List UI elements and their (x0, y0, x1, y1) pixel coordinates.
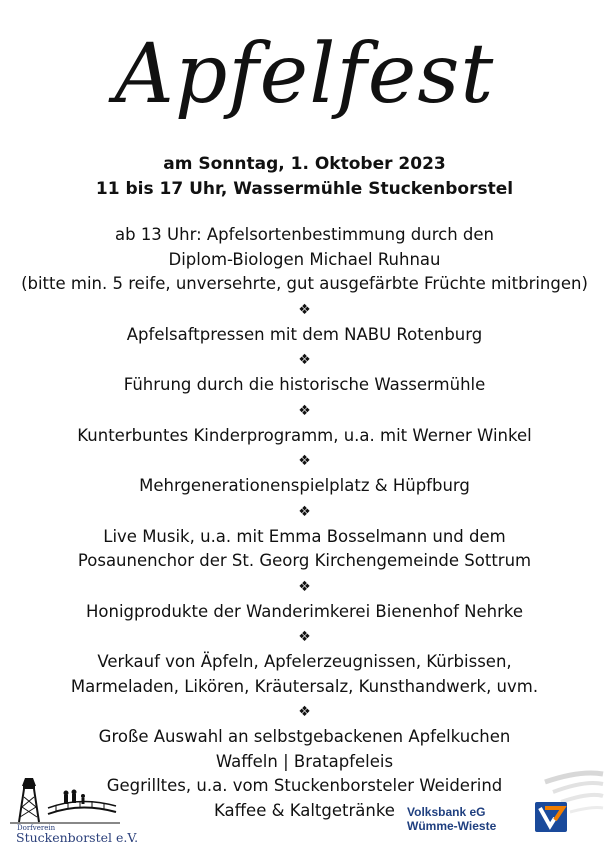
program-line: Live Musik, u.a. mit Emma Bosselmann und dem (103, 526, 506, 546)
program-line: Marmeladen, Likören, Kräutersalz, Kunsthandwerk, uvm. (70, 676, 539, 696)
event-date: am Sonntag, 1. Oktober 2023 (163, 154, 446, 174)
program-list (0, 223, 609, 823)
dorfverein-label: Dorfverein (17, 824, 56, 832)
program-line: (bitte min. 5 reife, unversehrte, gut ausgefärbte Früchte mitbringen) (21, 274, 588, 293)
tower-bridge-icon (8, 772, 123, 828)
program-line: Honigprodukte der Wanderimkerei Bienenhof Nehrke (85, 601, 523, 621)
dorfverein-name: Stuckenborstel e.V. (16, 830, 139, 845)
program-line: Führung durch die historische Wassermühle (123, 375, 486, 394)
program-line: Große Auswahl an selbstgebackenen Apfelkuchen (98, 727, 511, 746)
program-line: Mehrgenerationenspielplatz & Hüpfburg (139, 476, 470, 495)
volksbank-name: Volksbank eG (407, 805, 486, 819)
diamond-separator-icon: ❖ (298, 704, 311, 720)
diamond-separator-icon: ❖ (298, 352, 311, 368)
poster-title: Apfelfest (114, 27, 495, 122)
volksbank-logo (395, 768, 605, 848)
event-time-place: 11 bis 17 Uhr, Wassermühle Stuckenborstel (95, 179, 514, 199)
diamond-separator-icon: ❖ (298, 629, 311, 645)
program-line: Diplom-Biologen Michael Ruhnau (168, 249, 441, 269)
dorfverein-logo (8, 772, 139, 848)
diamond-separator-icon: ❖ (298, 578, 311, 595)
program-line: Kaffee & Kaltgetränke (214, 800, 395, 820)
program-line: ab 13 Uhr: Apfelsortenbestimmung durch den (114, 225, 495, 244)
program-line: Verkauf von Äpfeln, Apfelerzeugnissen, Kürbissen, (97, 652, 512, 671)
program-line: Posaunenchor der St. Georg Kirchengemeinde Sottrum (77, 551, 532, 570)
program-line: Kunterbuntes Kinderprogramm, u.a. mit Werner Winkel (77, 425, 532, 445)
program-line: Waffeln | Bratapfeleis (215, 751, 394, 771)
program-line: Gegrilltes, u.a. vom Stuckenborsteler Weiderind (106, 776, 503, 795)
diamond-separator-icon: ❖ (298, 453, 311, 469)
diamond-separator-icon: ❖ (298, 503, 311, 520)
volksbank-region: Wümme-Wieste (407, 819, 497, 833)
diamond-separator-icon: ❖ (298, 301, 311, 318)
program-line: Apfelsaftpressen mit dem NABU Rotenburg (126, 324, 483, 344)
diamond-separator-icon: ❖ (298, 402, 311, 419)
